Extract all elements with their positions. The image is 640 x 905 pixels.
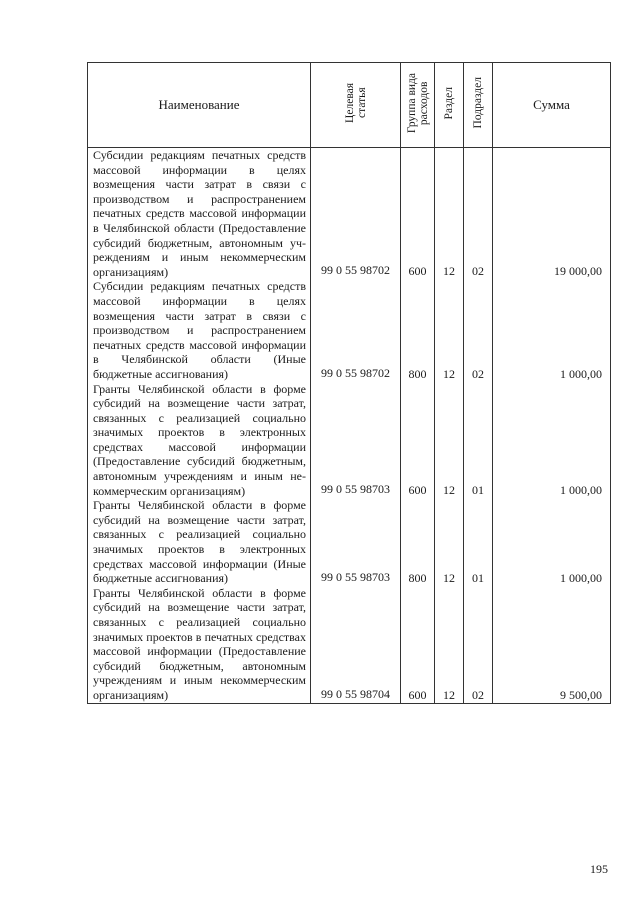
row-subsection: 01	[464, 382, 493, 499]
row-name: Субсидии редакциям печатных средств массовой информации в целях возмещения части затрат в связи с производством и распространением печатных средств массовой информации в Челябинской области (Предоставление субсидий бюджетным, автономным учреждениям и иным некоммерческим организациям)	[88, 148, 311, 280]
page-number: 195	[590, 862, 608, 876]
row-name: Гранты Челябинской области в форме субсидий на возмещение части затрат, связанных с реализацией социально значимых проектов в электронных средствах массовой информации (Иные бюджетные ассигнования)	[88, 498, 311, 586]
row-sum: 9 500,00	[493, 586, 611, 703]
header-section: Раздел	[443, 86, 455, 120]
header-target-cell	[311, 63, 401, 148]
table-header-row	[88, 63, 611, 148]
header-subsection-cell	[464, 63, 493, 148]
row-group: 600	[401, 382, 435, 499]
header-section-cell	[435, 63, 464, 148]
row-sum: 1 000,00	[493, 382, 611, 499]
row-name: Гранты Челябинской области в форме субсидий на возмещение части затрат, связанных с реализацией социально значимых проектов в печатных средствах массовой информации (Предоставление субсидий бюджетным, автономным учреждениям и иным некоммерческим организациям)	[88, 586, 311, 703]
header-target: Целевая статья	[343, 83, 368, 123]
row-group: 600	[401, 586, 435, 703]
header-group: Группа вида расходов	[405, 72, 430, 134]
row-group: 800	[401, 279, 435, 381]
row-group: 600	[401, 148, 435, 280]
row-target: 99 0 55 98702	[311, 148, 401, 280]
row-sum: 1 000,00	[493, 279, 611, 381]
row-section: 12	[435, 279, 464, 381]
table-row	[88, 279, 611, 381]
table-row	[88, 382, 611, 499]
row-sum: 19 000,00	[493, 148, 611, 280]
row-subsection: 02	[464, 148, 493, 280]
header-name: Наименование	[88, 63, 311, 148]
row-section: 12	[435, 382, 464, 499]
row-target: 99 0 55 98703	[311, 382, 401, 499]
row-name: Гранты Челябинской области в форме субсидий на возмещение части затрат, связанных с реализацией социально значимых проектов в электронных средствах массовой информации (Предоставление субсидий бюджетным, автономным учреждениям и иным некоммерческим организациям)	[88, 382, 311, 499]
table-row	[88, 148, 611, 280]
row-group: 800	[401, 498, 435, 586]
row-section: 12	[435, 586, 464, 703]
row-subsection: 02	[464, 586, 493, 703]
table-row	[88, 586, 611, 703]
row-target: 99 0 55 98703	[311, 498, 401, 586]
row-sum: 1 000,00	[493, 498, 611, 586]
row-target: 99 0 55 98702	[311, 279, 401, 381]
row-section: 12	[435, 148, 464, 280]
row-name: Субсидии редакциям печатных средств массовой информации в целях возмещения части затрат в связи с производством и распространением печатных средств массовой информации в Челябинской области (Иные бюджетные ассигнования)	[88, 279, 311, 381]
row-target: 99 0 55 98704	[311, 586, 401, 703]
header-subsection: Подраздел	[472, 77, 484, 129]
row-subsection: 01	[464, 498, 493, 586]
table-row	[88, 498, 611, 586]
header-group-cell	[401, 63, 435, 148]
header-sum: Сумма	[493, 63, 611, 148]
budget-table	[87, 62, 611, 704]
row-subsection: 02	[464, 279, 493, 381]
row-section: 12	[435, 498, 464, 586]
